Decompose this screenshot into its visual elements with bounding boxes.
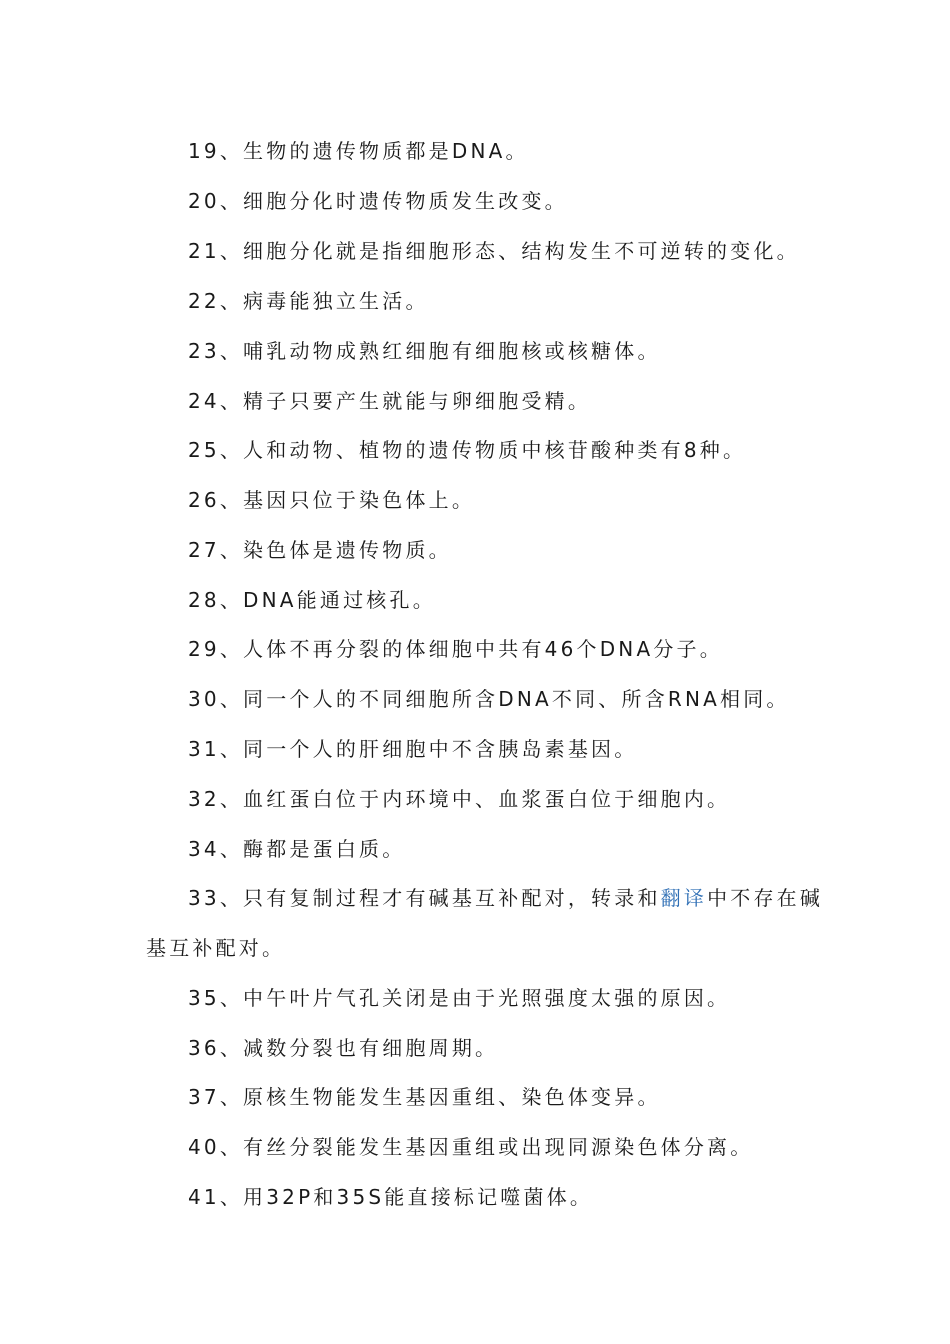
item-21: 21、细胞分化就是指细胞形态、结构发生不可逆转的变化。: [188, 239, 800, 263]
item-41: 41、用32P和35S能直接标记噬菌体。: [188, 1185, 594, 1209]
item-34: 34、酶都是蛋白质。: [188, 837, 406, 861]
item-31: 31、同一个人的肝细胞中不含胰岛素基因。: [188, 737, 638, 761]
item-20: 20、细胞分化时遗传物质发生改变。: [188, 189, 568, 213]
item-26: 26、基因只位于染色体上。: [188, 488, 476, 512]
item-33: [188, 886, 823, 910]
translation-link[interactable]: 翻译: [660, 886, 708, 910]
item-33-continuation: 基互补配对。: [146, 936, 286, 960]
item-30: 30、同一个人的不同细胞所含DNA不同、所含RNA相同。: [188, 687, 790, 711]
item-35: 35、中午叶片气孔关闭是由于光照强度太强的原因。: [188, 986, 731, 1010]
item-24: 24、精子只要产生就能与卵细胞受精。: [188, 389, 592, 413]
item-25: 25、人和动物、植物的遗传物质中核苷酸种类有8种。: [188, 438, 747, 462]
item-37: 37、原核生物能发生基因重组、染色体变异。: [188, 1085, 661, 1109]
item-28: 28、DNA能通过核孔。: [188, 588, 436, 612]
item-32: 32、血红蛋白位于内环境中、血浆蛋白位于细胞内。: [188, 787, 731, 811]
item-29: 29、人体不再分裂的体细胞中共有46个DNA分子。: [188, 637, 723, 661]
item-27: 27、染色体是遗传物质。: [188, 538, 452, 562]
item-19: 19、生物的遗传物质都是DNA。: [188, 139, 529, 163]
item-36: 36、减数分裂也有细胞周期。: [188, 1036, 499, 1060]
item-33-text-after: 中不存在碱: [707, 886, 824, 910]
item-40: 40、有丝分裂能发生基因重组或出现同源染色体分离。: [188, 1135, 754, 1159]
item-22: 22、病毒能独立生活。: [188, 289, 429, 313]
item-23: 23、哺乳动物成熟红细胞有细胞核或核糖体。: [188, 339, 661, 363]
item-33-text-before: 33、只有复制过程才有碱基互补配对，转录和: [188, 886, 661, 910]
